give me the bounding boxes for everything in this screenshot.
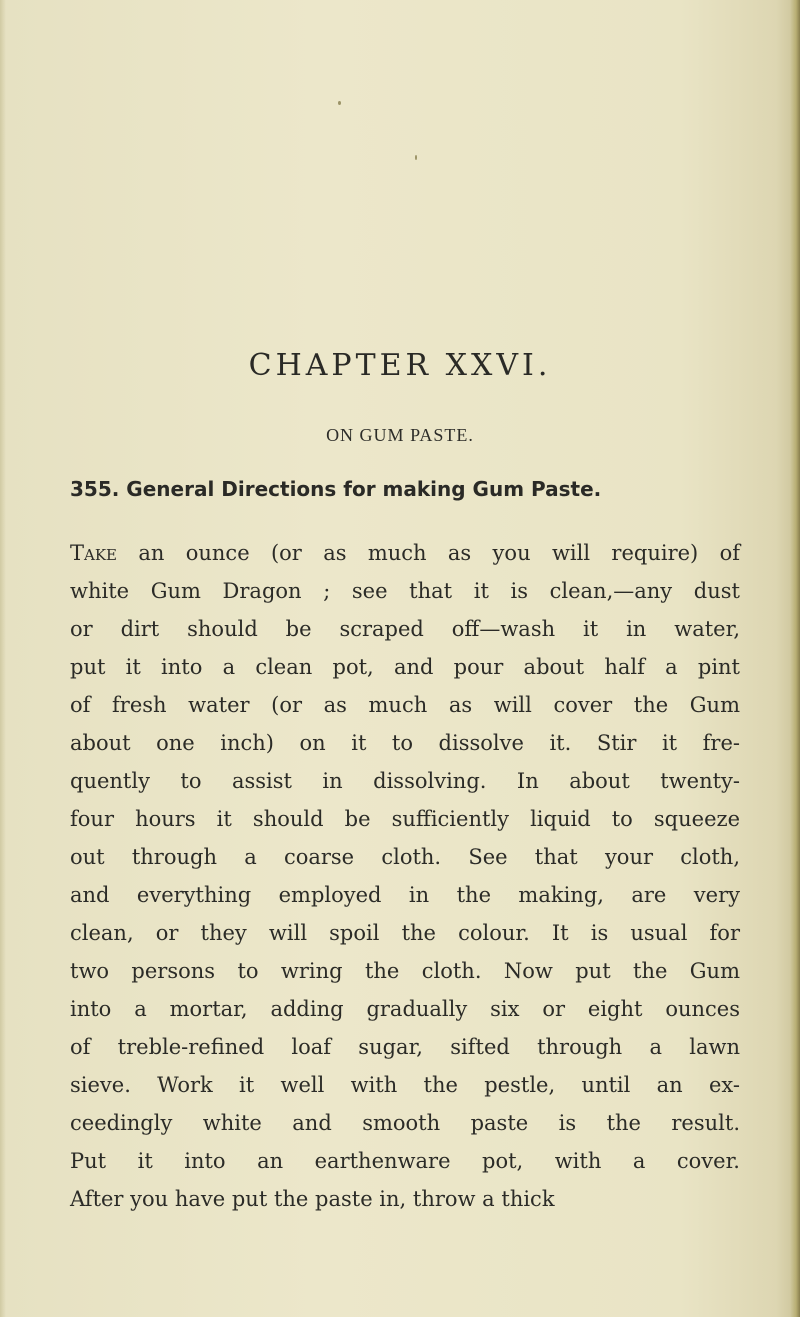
paragraph-line: or dirt should be scraped off—wash it in water, — [70, 617, 740, 641]
paragraph-line: Put it into an earthenware pot, with a cover. — [70, 1149, 740, 1173]
paragraph-line — [70, 534, 740, 572]
chapter-subtitle: ON GUM PASTE. — [326, 425, 474, 445]
paragraph-line: put it into a clean pot, and pour about half a pint — [70, 655, 740, 679]
first-line-text: an ounce (or as much as you will require) of — [117, 541, 740, 565]
paragraph-line: clean, or they will spoil the colour. It is usual for — [70, 921, 740, 945]
paragraph-line: about one inch) on it to dissolve it. Stir it fre- — [70, 731, 740, 755]
paragraph-line: into a mortar, adding gradually six or eight ounces — [70, 997, 740, 1021]
paragraph-line: of fresh water (or as much as will cover the Gum — [70, 693, 740, 717]
paragraph-line: white Gum Dragon ; see that it is clean,—any dust — [70, 579, 740, 603]
paragraph-line: and everything employed in the making, are very — [70, 883, 740, 907]
page-left-edge — [0, 0, 6, 1317]
paragraph-line: quently to assist in dissolving. In about twenty- — [70, 769, 740, 793]
chapter-title: CHAPTER XXVI. — [248, 348, 552, 383]
paragraph-line: two persons to wring the cloth. Now put the Gum — [70, 959, 740, 983]
paragraph-line: After you have put the paste in, throw a thick — [70, 1187, 555, 1211]
body-paragraph — [70, 534, 740, 1218]
paragraph-line: sieve. Work it well with the pestle, until an ex- — [70, 1073, 740, 1097]
paragraph-line: out through a coarse cloth. See that your cloth, — [70, 845, 740, 869]
section-heading: 355. General Directions for making Gum Paste. — [70, 477, 602, 501]
page-right-edge — [790, 0, 800, 1317]
drop-word: Take — [70, 541, 117, 565]
paragraph-line: ceedingly white and smooth paste is the result. — [70, 1111, 740, 1135]
paragraph-line: of treble-refined loaf sugar, sifted through a lawn — [70, 1035, 740, 1059]
paragraph-line: four hours it should be sufficiently liquid to squeeze — [70, 807, 740, 831]
paper-speck — [415, 155, 417, 160]
paper-speck — [338, 101, 341, 105]
